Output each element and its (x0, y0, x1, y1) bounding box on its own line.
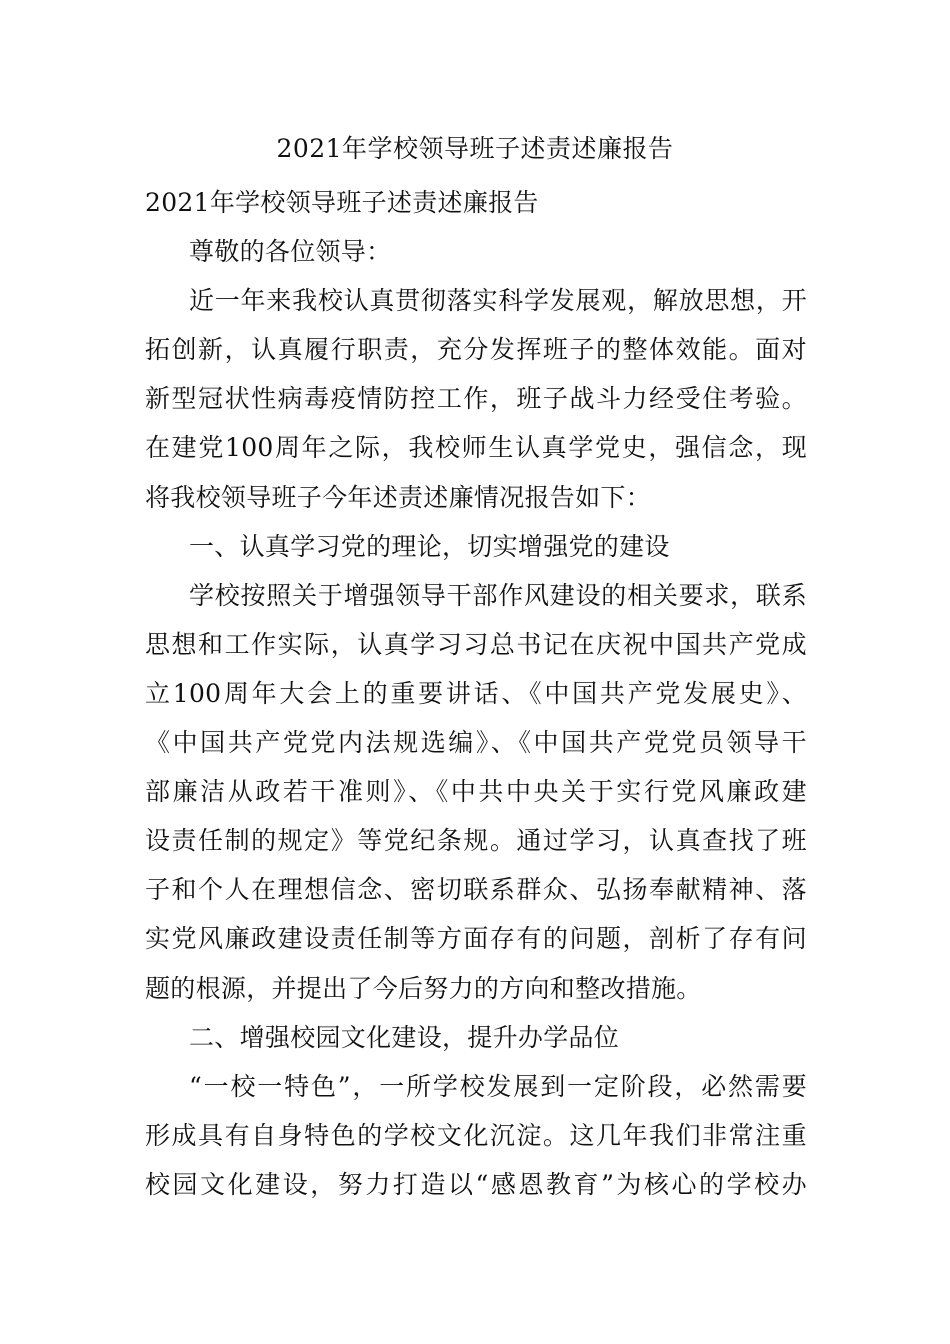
paragraph-line: 思想和工作实际，认真学习习总书记在庆祝中国共产党成 (145, 629, 807, 659)
paragraph-line: 《中国共产党党内法规选编》、《中国共产党党员领导干 (145, 728, 807, 758)
section-heading: 一、认真学习党的理论，切实增强党的建设 (189, 531, 670, 561)
paragraph-line: 实党风廉政建设责任制等方面存有的问题，剖析了存有问 (145, 924, 807, 954)
subtitle-line: 2021年学校领导班子述责述廉报告 (145, 188, 539, 217)
document-body (145, 178, 807, 1209)
paragraph-line: 在建党100周年之际，我校师生认真学党史，强信念，现 (145, 433, 807, 463)
paragraph-line: 拓创新，认真履行职责，充分发挥班子的整体效能。面对 (145, 335, 807, 365)
paragraph-line: 立100周年大会上的重要讲话、《中国共产党发展史》、 (145, 678, 807, 708)
paragraph-line: 校园文化建设，努力打造以“感恩教育”为核心的学校办 (145, 1169, 807, 1199)
paragraph-line: 学校按照关于增强领导干部作风建设的相关要求，联系 (189, 580, 807, 610)
paragraph-line: 新型冠状性病毒疫情防控工作，班子战斗力经受住考验。 (145, 384, 807, 414)
paragraph-line: “一校一特色”，一所学校发展到一定阶段，必然需要 (189, 1071, 807, 1101)
paragraph-line: 子和个人在理想信念、密切联系群众、弘扬奉献精神、落 (145, 875, 807, 905)
document-title: 2021年学校领导班子述责述廉报告 (276, 134, 674, 163)
paragraph-line: 设责任制的规定》等党纪条规。通过学习，认真查找了班 (145, 826, 807, 856)
section-heading: 二、增强校园文化建设，提升办学品位 (189, 1022, 620, 1052)
paragraph-line: 近一年来我校认真贯彻落实科学发展观，解放思想，开 (189, 286, 807, 316)
paragraph-line: 题的根源，并提出了今后努力的方向和整改措施。 (145, 973, 702, 1003)
paragraph-line: 将我校领导班子今年述责述廉情况报告如下： (145, 482, 652, 512)
salutation-line: 尊敬的各位领导： (189, 237, 392, 267)
paragraph-line: 形成具有自身特色的学校文化沉淀。这几年我们非常注重 (145, 1120, 807, 1150)
paragraph-line: 部廉洁从政若干准则》、《中共中央关于实行党风廉政建 (145, 777, 807, 807)
